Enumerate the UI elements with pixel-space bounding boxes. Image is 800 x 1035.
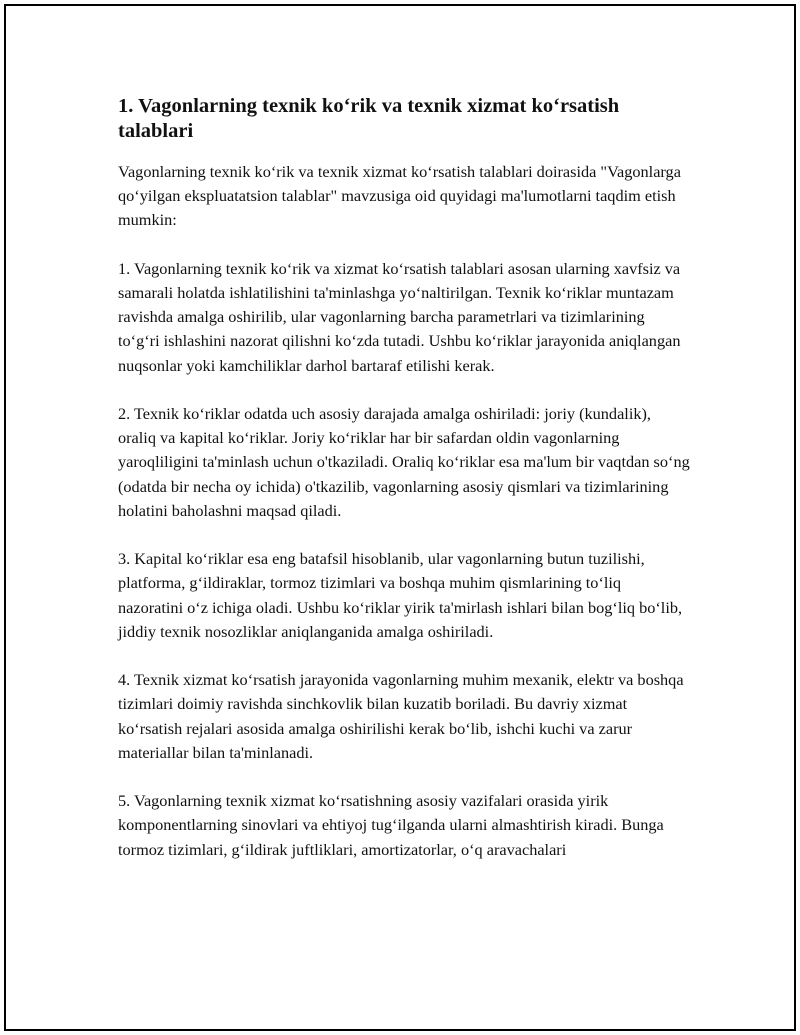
- document-heading: 1. Vagonlarning texnik ko‘rik va texnik xizmat ko‘rsatish talablari: [118, 95, 620, 142]
- paragraph-5: 5. Vagonlarning texnik xizmat ko‘rsatishning asosiy vazifalari orasida yirik komponentlarning sinovlari va ehtiyoj tug‘ilganda ularni almashtirish kiradi. Bunga tormoz tizimlari, g‘ildirak juftliklari, amortizatorlar, o‘q aravachalari: [118, 791, 664, 859]
- document-body: [118, 94, 690, 886]
- paragraph-1: 1. Vagonlarning texnik ko‘rik va xizmat ko‘rsatish talablari asosan ularning xavfsiz va samarali holatda ishlatilishini ta'minlashga yo‘naltirilgan. Texnik ko‘riklar muntazam ravishda amalga oshirilib, ular vagonlarning barcha parametrlari va tizimlarining to‘g‘ri ishlashini nazorat qilishni ko‘zda tutadi. Ushbu ko‘riklar jarayonida aniqlangan nuqsonlar yoki kamchiliklar darhol bartaraf etilishi kerak.: [118, 258, 681, 375]
- paragraph-2: 2. Texnik ko‘riklar odatda uch asosiy darajada amalga oshiriladi: joriy (kundalik), oraliq va kapital ko‘riklar. Joriy ko‘riklar har bir safardan oldin vagonlarning yaroqliligini ta'minlash uchun o'tkaziladi. Oraliq ko‘riklar esa ma'lum bir vaqtdan so‘ng (odatda bir necha oy ichida) o'tkazilib, vagonlarning asosiy qismlari va tizimlarining holatini baholashni maqsad qiladi.: [118, 404, 690, 520]
- intro-paragraph: Vagonlarning texnik ko‘rik va texnik xizmat ko‘rsatish talablari doirasida "Vagonlarga qo‘yilgan ekspluatatsion talablar" mavzusiga oid quyidagi ma'lumotlarni taqdim etish mumkin:: [118, 162, 681, 230]
- paragraph-3: 3. Kapital ko‘riklar esa eng batafsil hisoblanib, ular vagonlarning butun tuzilishi, platforma, g‘ildiraklar, tormoz tizimlari va boshqa muhim qismlarining to‘liq nazoratini o‘z ichiga oladi. Ushbu ko‘riklar yirik ta'mirlash ishlari bilan bog‘liq bo‘lib, jiddiy texnik nosozliklar aniqlanganida amalga oshiriladi.: [118, 549, 683, 641]
- paragraph-4: 4. Texnik xizmat ko‘rsatish jarayonida vagonlarning muhim mexanik, elektr va boshqa tizimlari doimiy ravishda sinchkovlik bilan kuzatib boriladi. Bu davriy xizmat ko‘rsatish rejalari asosida amalga oshirilishi kerak bo‘lib, ishchi kuchi va zarur materiallar bilan ta'minlanadi.: [118, 670, 684, 762]
